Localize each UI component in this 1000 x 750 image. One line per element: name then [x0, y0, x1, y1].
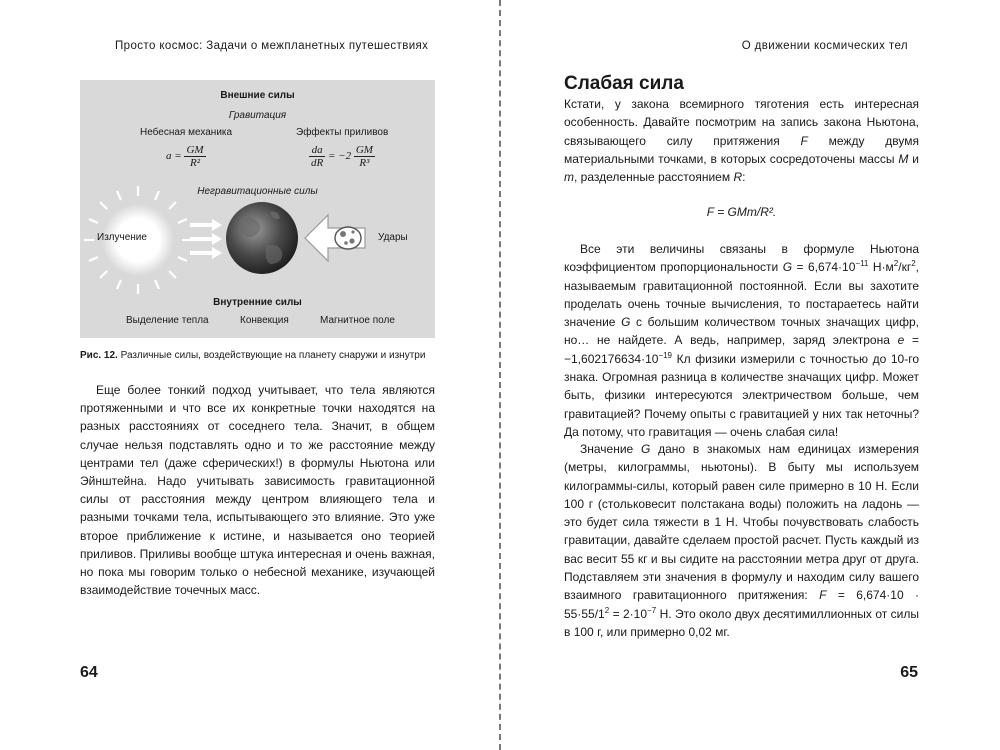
p3-exp: −7 — [647, 605, 657, 615]
paragraph-1 — [564, 95, 919, 186]
label-external-forces: Внешние силы — [220, 90, 295, 101]
label-internal-forces: Внутренние силы — [213, 297, 302, 308]
p1-var-m-lower: m — [564, 170, 574, 185]
p1-text-c: и — [908, 151, 919, 166]
label-magnetic-field: Магнитное поле — [320, 315, 395, 326]
p3-var-f: F — [819, 588, 827, 603]
newton-equation: F = GMm/R². — [706, 205, 777, 219]
label-impacts: Удары — [378, 232, 408, 243]
formula1-den: R² — [189, 157, 200, 169]
p1-text-d: , разделенные расстоянием — [574, 170, 734, 185]
p2-text-d: /кг — [898, 260, 912, 275]
label-heat-release: Выделение тепла — [126, 315, 209, 326]
left-page — [0, 0, 498, 750]
left-page-number: 64 — [80, 664, 98, 681]
p2-exp1: −11 — [855, 259, 869, 269]
p2-sq: 2 — [893, 259, 899, 269]
formula2-lhs-den: dR — [311, 157, 324, 169]
p2-text-g: = −1,602176634·10 — [564, 333, 920, 366]
formula1-lhs: a = — [166, 150, 182, 163]
left-body-paragraph: Еще более тонкий подход учитывает, что тела являются протяженными и что все их конкретные точки находятся на разных расстояниях от соседнего тела. Значит, в общем случае нельзя подставлять одно и то же расстояние между центрами тел (даже сферических!) в формулы Ньютона или Эйнштейна. Надо учитывать зависимость гравитационной силы от расстояния между центром влияющего тела и разными точками тела, испытывающего это влияние. Это уже второе приближение к истине, и называется оно теорией приливов. Приливы вообще штука интересная и очень важная, но пока мы говорим только о небесной механике, изучающей взаимодействие точечных масс. — [80, 383, 435, 598]
p3-text-d: = 2·10 — [609, 606, 648, 621]
figure-forces — [80, 80, 435, 338]
p1-text-a: Кстати, у закона всемирного тяготения есть интересная особенность. Давайте посмотрим на запись закона Ньютона, связывающего силу притяжения — [564, 97, 919, 148]
p3-text-a: Значение — [580, 442, 641, 456]
label-gravity: Гравитация — [228, 110, 287, 121]
p2-text-c: Н·м — [868, 260, 894, 275]
planet-icon — [226, 202, 298, 274]
p3-var-g: G — [641, 442, 651, 456]
label-non-gravitational: Негравитационные силы — [197, 186, 318, 197]
formula1-num: GM — [186, 144, 204, 156]
label-tidal-effects: Эффекты приливов — [296, 127, 389, 138]
p2-var-g2: G — [621, 315, 631, 330]
p2-var-e: e — [897, 333, 905, 348]
paragraph-2 — [564, 240, 919, 441]
formula-acceleration — [166, 144, 206, 169]
formula2-den: R³ — [359, 157, 370, 169]
label-radiation: Излучение — [97, 232, 147, 243]
formula-tidal — [309, 144, 375, 169]
left-running-head: Просто космос: Задачи о межпланетных путешествиях — [115, 40, 429, 52]
formula2-eq: = −2 — [327, 150, 352, 163]
p2-text-e: , называемым гравитационной постоянной. Если вы захотите проделать очень точные вычисления, то постараетесь найти значение — [564, 260, 919, 330]
paragraph-3 — [564, 440, 919, 641]
p2-sq2: 2 — [911, 259, 916, 269]
page-divider — [499, 0, 501, 750]
right-running-head: О движении космических тел — [741, 40, 908, 52]
p2-exp2: −19 — [658, 350, 673, 360]
section-heading: Слабая сила — [564, 73, 684, 94]
p1-text-b: между двумя материальными точками, в которых сосредоточены массы — [564, 133, 919, 166]
p2-var-g1: G — [782, 260, 793, 275]
meteor-icon — [335, 227, 361, 249]
p1-var-f: F — [800, 133, 808, 148]
p1-text-e: : — [742, 170, 746, 185]
caption-text: Различные силы, воздействующие на планету снаружи и изнутри — [117, 350, 426, 361]
right-page-number: 65 — [900, 664, 918, 681]
p3-sq: 2 — [604, 605, 610, 615]
label-celestial-mechanics: Небесная механика — [140, 127, 233, 138]
formula2-num: GM — [355, 144, 373, 156]
p3-text-c: = 6,674·10 · 55·55/1 — [564, 588, 919, 621]
p3-text-b: дано в знакомых нам единицах измерения (метры, килограммы, ньютоны). В быту мы используем килограммы-силы, который равен силе примерно в 10 Н. Если 100 г (стольковесит полстакана воды) положить на ладонь — это будет сила тяжести в 1 Н. Чтобы почувствовать слабость гравитации, давайте сделаем простой расчет. Пусть каждый из вас весит 55 кг и вы сидите на расстоянии метра друг от друга. Подставляем эти значения в формулу и находим силу вашего взаимного гравитационного притяжения: — [564, 442, 919, 603]
figure-caption — [80, 350, 440, 361]
p1-var-m-upper: M — [898, 151, 909, 166]
p2-text-h: Кл физики измерили с точностью до 10-го знака. Огромная разница в количестве значащих цифр. Может быть, физики интересуются электричеством больше, чем гравитацией? Почему опыты с гравитацией у них так неточны? Да потому, что гравитация — очень слабая сила! — [564, 351, 919, 439]
p2-text-b: = 6,674·10 — [792, 260, 856, 275]
right-page — [502, 0, 1000, 750]
p2-text-a: Все эти величины связаны в формуле Ньютона коэффициентом пропорциональности — [564, 242, 919, 275]
p2-text-f: с большим количеством точных значащих цифр, но… не найдете. А ведь, например, заряд электрона — [564, 315, 919, 348]
radiation-arrows-icon — [190, 219, 222, 259]
caption-label: Рис. 12. — [80, 350, 118, 361]
formula2-lhs-num: da — [309, 144, 325, 157]
label-convection: Конвекция — [240, 315, 289, 326]
p1-var-r: R — [733, 170, 743, 185]
p3-text-e: Н. Это около двух десятимиллионных от силы в 100 г, или примерно 0,02 мг. — [564, 606, 919, 639]
